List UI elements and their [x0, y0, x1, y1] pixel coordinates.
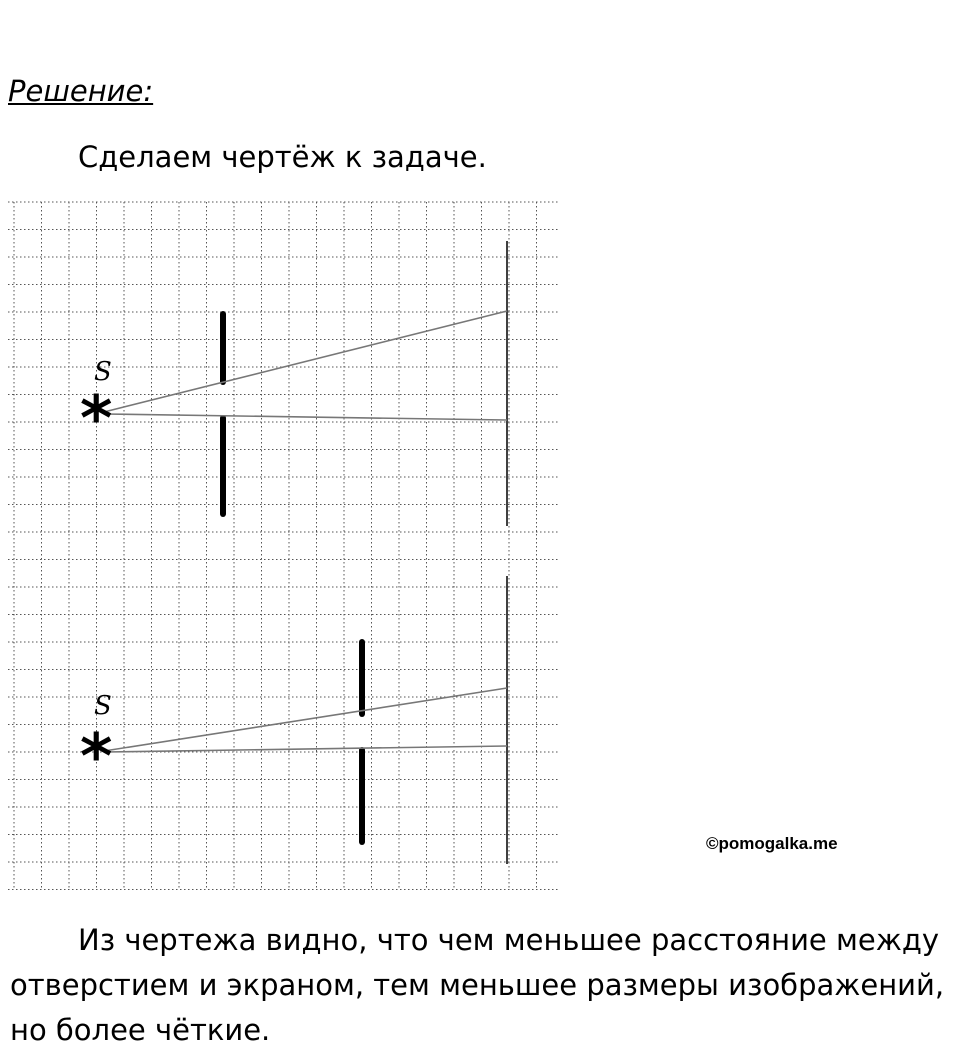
diagram-bottom	[80, 576, 507, 864]
source-label: S	[94, 357, 112, 387]
source-label: S	[94, 691, 112, 721]
light-source-star: *	[80, 382, 113, 455]
camera-obscura-figure	[0, 196, 560, 896]
ray-lower	[104, 746, 507, 752]
solution-heading: Решение:	[8, 74, 154, 108]
ray-upper	[104, 311, 507, 412]
light-source-star: *	[80, 720, 113, 793]
conclusion-text: Из чертежа видно, что чем меньшее расстояние между отверстием и экраном, тем меньшее размеры изображений, но более чёткие.	[10, 923, 945, 1047]
intro-text: Сделаем чертёж к задаче.	[78, 140, 487, 174]
ray-lower	[104, 414, 507, 420]
watermark: ©pomogalka.me	[706, 834, 838, 853]
diagram-top	[80, 241, 507, 526]
